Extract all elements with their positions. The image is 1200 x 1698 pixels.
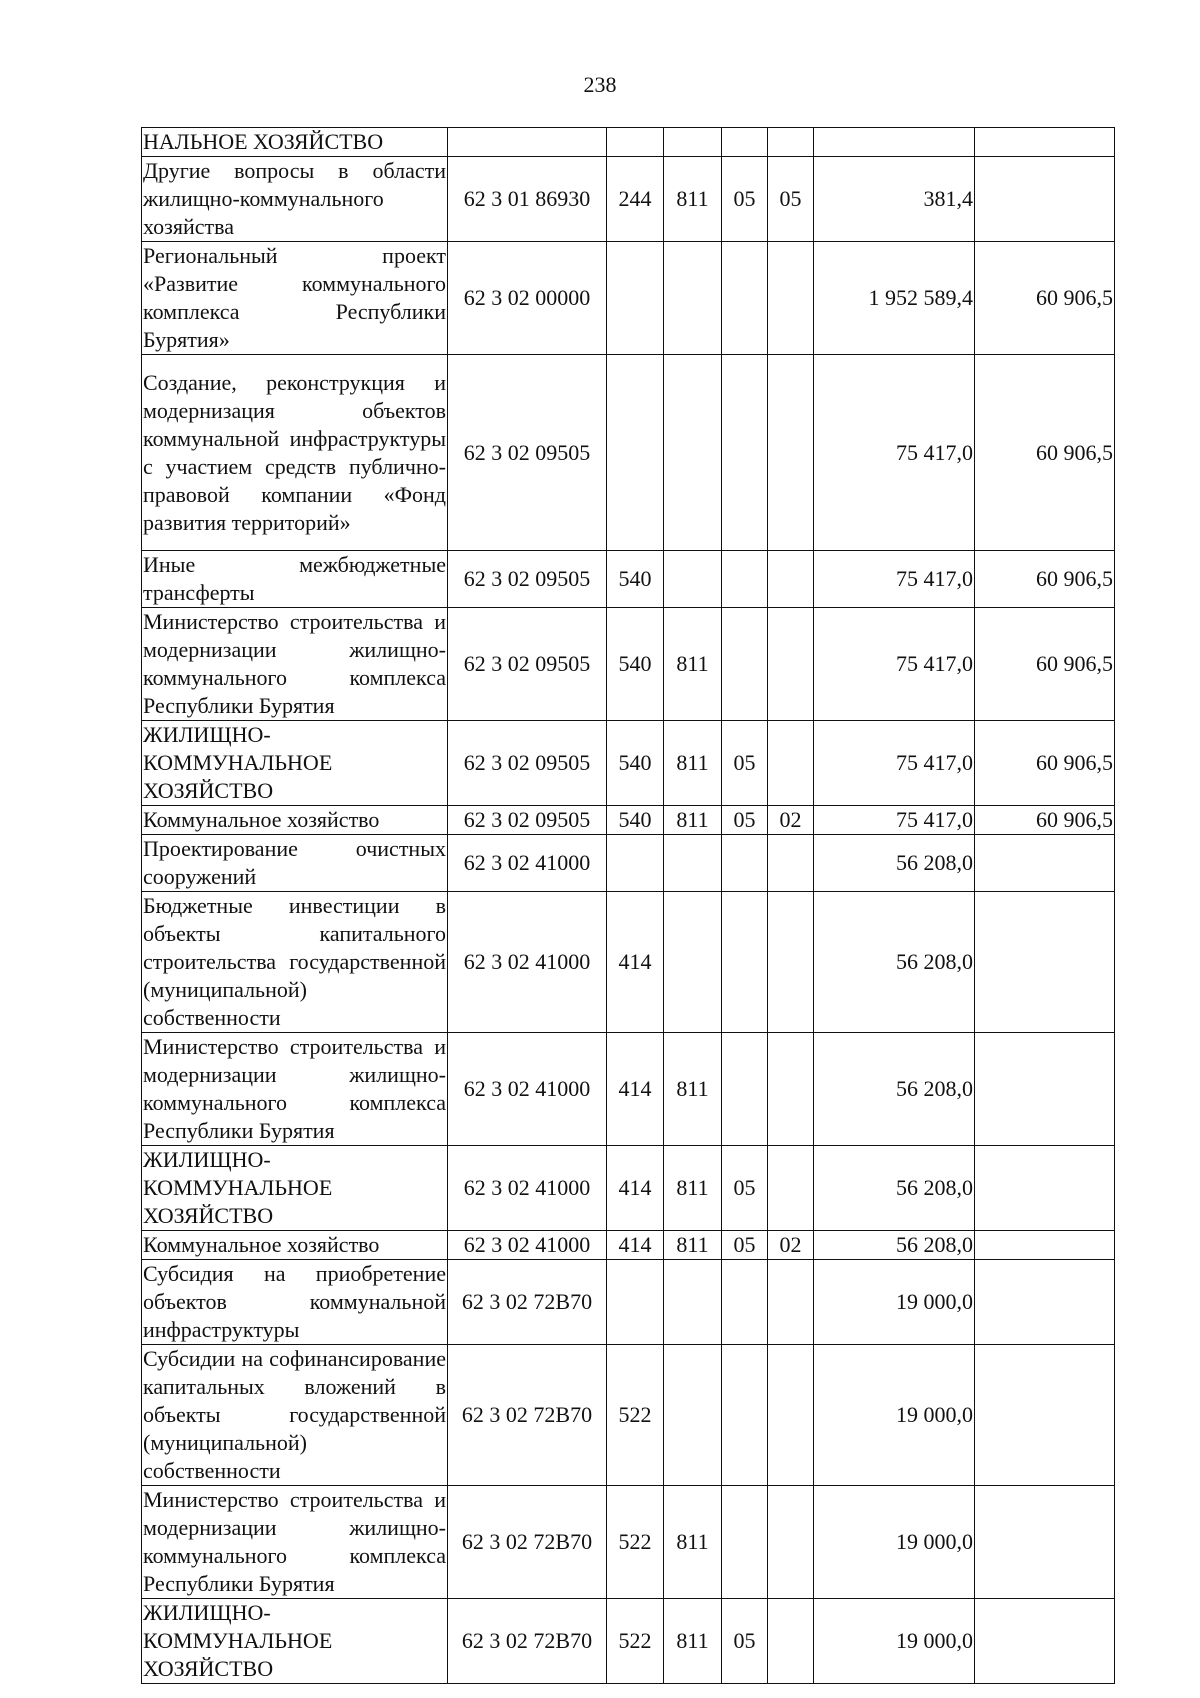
row-rz bbox=[722, 835, 768, 892]
row-grbs: 811 bbox=[664, 1033, 722, 1146]
table-row bbox=[142, 1486, 1115, 1599]
row-grbs: 811 bbox=[664, 157, 722, 242]
row-sum: 56 208,0 bbox=[814, 1033, 975, 1146]
row-rz bbox=[722, 1486, 768, 1599]
row-rz: 05 bbox=[722, 1146, 768, 1231]
row-rz bbox=[722, 355, 768, 551]
row-grbs: 811 bbox=[664, 1231, 722, 1260]
row-pr bbox=[768, 128, 814, 157]
table-row bbox=[142, 892, 1115, 1033]
row-csr: 62 3 02 09505 bbox=[448, 608, 607, 721]
table-row bbox=[142, 806, 1115, 835]
row-grbs bbox=[664, 835, 722, 892]
row-rz: 05 bbox=[722, 806, 768, 835]
row-sum2: 60 906,5 bbox=[975, 551, 1115, 608]
row-name: ЖИЛИЩНО-КОММУНАЛЬНОЕ ХОЗЯЙСТВО bbox=[142, 1599, 448, 1684]
table-row bbox=[142, 355, 1115, 551]
row-csr: 62 3 02 41000 bbox=[448, 1146, 607, 1231]
row-rz bbox=[722, 551, 768, 608]
row-vr: 540 bbox=[607, 551, 664, 608]
row-grbs: 811 bbox=[664, 608, 722, 721]
row-vr: 414 bbox=[607, 892, 664, 1033]
row-pr bbox=[768, 892, 814, 1033]
row-name: НАЛЬНОЕ ХОЗЯЙСТВО bbox=[142, 128, 448, 157]
row-vr: 522 bbox=[607, 1345, 664, 1486]
row-pr bbox=[768, 1260, 814, 1345]
table-row bbox=[142, 128, 1115, 157]
row-sum bbox=[814, 128, 975, 157]
row-pr bbox=[768, 1146, 814, 1231]
row-sum: 56 208,0 bbox=[814, 1231, 975, 1260]
row-grbs bbox=[664, 128, 722, 157]
row-pr bbox=[768, 355, 814, 551]
row-sum2 bbox=[975, 1345, 1115, 1486]
row-vr: 522 bbox=[607, 1599, 664, 1684]
row-pr bbox=[768, 1486, 814, 1599]
row-sum: 75 417,0 bbox=[814, 806, 975, 835]
row-grbs: 811 bbox=[664, 721, 722, 806]
row-csr: 62 3 02 00000 bbox=[448, 242, 607, 355]
row-sum: 75 417,0 bbox=[814, 721, 975, 806]
table-row bbox=[142, 721, 1115, 806]
row-name: ЖИЛИЩНО-КОММУНАЛЬНОЕ ХОЗЯЙСТВО bbox=[142, 1146, 448, 1231]
table-row bbox=[142, 1033, 1115, 1146]
row-csr: 62 3 02 72В70 bbox=[448, 1260, 607, 1345]
row-name: Создание, реконструкция и модернизация объектов коммунальной инфраструктуры с участием средств публично-правовой компании «Фонд развития территорий» bbox=[142, 355, 448, 551]
row-name: Субсидии на софинансирование капитальных вложений в объекты государственной (муниципальной) собственности bbox=[142, 1345, 448, 1486]
row-csr: 62 3 02 41000 bbox=[448, 1231, 607, 1260]
row-csr: 62 3 02 09505 bbox=[448, 355, 607, 551]
row-sum2 bbox=[975, 835, 1115, 892]
row-vr: 414 bbox=[607, 1033, 664, 1146]
row-grbs: 811 bbox=[664, 1486, 722, 1599]
table-row bbox=[142, 1231, 1115, 1260]
row-csr: 62 3 02 41000 bbox=[448, 835, 607, 892]
table-row bbox=[142, 1146, 1115, 1231]
row-sum: 75 417,0 bbox=[814, 608, 975, 721]
row-pr bbox=[768, 1599, 814, 1684]
table-row bbox=[142, 1599, 1115, 1684]
row-grbs bbox=[664, 355, 722, 551]
row-rz: 05 bbox=[722, 721, 768, 806]
row-rz bbox=[722, 1260, 768, 1345]
row-name: Субсидия на приобретение объектов коммунальной инфраструктуры bbox=[142, 1260, 448, 1345]
row-vr: 540 bbox=[607, 806, 664, 835]
row-rz bbox=[722, 1033, 768, 1146]
row-grbs: 811 bbox=[664, 806, 722, 835]
row-pr: 02 bbox=[768, 806, 814, 835]
row-name: Региональный проект «Развитие коммунального комплекса Республики Бурятия» bbox=[142, 242, 448, 355]
row-csr: 62 3 02 09505 bbox=[448, 551, 607, 608]
row-sum: 56 208,0 bbox=[814, 835, 975, 892]
row-csr: 62 3 01 86930 bbox=[448, 157, 607, 242]
row-name: Коммунальное хозяйство bbox=[142, 806, 448, 835]
table-row bbox=[142, 1260, 1115, 1345]
row-name: Министерство строительства и модернизации жилищно-коммунального комплекса Республики Бурятия bbox=[142, 1033, 448, 1146]
row-vr: 540 bbox=[607, 608, 664, 721]
row-name: Другие вопросы в области жилищно-коммунального хозяйства bbox=[142, 157, 448, 242]
row-vr bbox=[607, 1260, 664, 1345]
row-sum: 75 417,0 bbox=[814, 355, 975, 551]
row-name: Бюджетные инвестиции в объекты капитального строительства государственной (муниципальной) собственности bbox=[142, 892, 448, 1033]
row-sum: 19 000,0 bbox=[814, 1599, 975, 1684]
row-sum2: 60 906,5 bbox=[975, 721, 1115, 806]
row-grbs bbox=[664, 1260, 722, 1345]
row-csr bbox=[448, 128, 607, 157]
row-rz bbox=[722, 1345, 768, 1486]
row-vr bbox=[607, 242, 664, 355]
row-pr: 05 bbox=[768, 157, 814, 242]
row-vr: 414 bbox=[607, 1146, 664, 1231]
row-grbs bbox=[664, 892, 722, 1033]
row-vr: 522 bbox=[607, 1486, 664, 1599]
row-sum2: 60 906,5 bbox=[975, 242, 1115, 355]
row-name: Проектирование очистных сооружений bbox=[142, 835, 448, 892]
row-grbs bbox=[664, 1345, 722, 1486]
row-vr: 414 bbox=[607, 1231, 664, 1260]
row-csr: 62 3 02 41000 bbox=[448, 1033, 607, 1146]
row-rz bbox=[722, 242, 768, 355]
row-rz bbox=[722, 608, 768, 721]
row-sum2 bbox=[975, 1231, 1115, 1260]
table-row bbox=[142, 608, 1115, 721]
row-pr bbox=[768, 1033, 814, 1146]
page-number: 238 bbox=[583, 72, 617, 97]
row-sum2: 60 906,5 bbox=[975, 355, 1115, 551]
row-vr bbox=[607, 128, 664, 157]
row-grbs bbox=[664, 242, 722, 355]
row-grbs bbox=[664, 551, 722, 608]
row-sum: 1 952 589,4 bbox=[814, 242, 975, 355]
row-sum: 381,4 bbox=[814, 157, 975, 242]
table-row bbox=[142, 835, 1115, 892]
row-name: ЖИЛИЩНО-КОММУНАЛЬНОЕ ХОЗЯЙСТВО bbox=[142, 721, 448, 806]
row-csr: 62 3 02 72В70 bbox=[448, 1486, 607, 1599]
row-sum: 75 417,0 bbox=[814, 551, 975, 608]
row-csr: 62 3 02 41000 bbox=[448, 892, 607, 1033]
row-sum2 bbox=[975, 1486, 1115, 1599]
row-sum2 bbox=[975, 1260, 1115, 1345]
row-pr: 02 bbox=[768, 1231, 814, 1260]
row-sum: 56 208,0 bbox=[814, 892, 975, 1033]
row-rz: 05 bbox=[722, 1231, 768, 1260]
row-sum2 bbox=[975, 128, 1115, 157]
row-sum2: 60 906,5 bbox=[975, 806, 1115, 835]
row-sum2 bbox=[975, 892, 1115, 1033]
row-pr bbox=[768, 551, 814, 608]
row-vr: 540 bbox=[607, 721, 664, 806]
row-pr bbox=[768, 721, 814, 806]
row-rz bbox=[722, 892, 768, 1033]
row-sum: 19 000,0 bbox=[814, 1486, 975, 1599]
row-csr: 62 3 02 72В70 bbox=[448, 1345, 607, 1486]
row-name: Министерство строительства и модернизации жилищно-коммунального комплекса Республики Бурятия bbox=[142, 1486, 448, 1599]
row-name: Коммунальное хозяйство bbox=[142, 1231, 448, 1260]
row-pr bbox=[768, 242, 814, 355]
row-sum: 56 208,0 bbox=[814, 1146, 975, 1231]
row-sum2 bbox=[975, 157, 1115, 242]
row-csr: 62 3 02 09505 bbox=[448, 721, 607, 806]
row-rz: 05 bbox=[722, 1599, 768, 1684]
row-sum: 19 000,0 bbox=[814, 1345, 975, 1486]
row-pr bbox=[768, 835, 814, 892]
table-row bbox=[142, 551, 1115, 608]
table-row bbox=[142, 157, 1115, 242]
table-row bbox=[142, 1345, 1115, 1486]
row-pr bbox=[768, 608, 814, 721]
row-sum2 bbox=[975, 1599, 1115, 1684]
row-sum2 bbox=[975, 1033, 1115, 1146]
row-csr: 62 3 02 09505 bbox=[448, 806, 607, 835]
table-row bbox=[142, 242, 1115, 355]
row-sum: 19 000,0 bbox=[814, 1260, 975, 1345]
row-sum2 bbox=[975, 1146, 1115, 1231]
budget-table bbox=[141, 127, 1115, 1684]
row-rz: 05 bbox=[722, 157, 768, 242]
row-vr: 244 bbox=[607, 157, 664, 242]
row-vr bbox=[607, 835, 664, 892]
row-grbs: 811 bbox=[664, 1146, 722, 1231]
row-rz bbox=[722, 128, 768, 157]
row-name: Министерство строительства и модернизации жилищно-коммунального комплекса Республики Бурятия bbox=[142, 608, 448, 721]
row-sum2: 60 906,5 bbox=[975, 608, 1115, 721]
row-csr: 62 3 02 72В70 bbox=[448, 1599, 607, 1684]
row-vr bbox=[607, 355, 664, 551]
row-pr bbox=[768, 1345, 814, 1486]
row-grbs: 811 bbox=[664, 1599, 722, 1684]
row-name: Иные межбюджетные трансферты bbox=[142, 551, 448, 608]
